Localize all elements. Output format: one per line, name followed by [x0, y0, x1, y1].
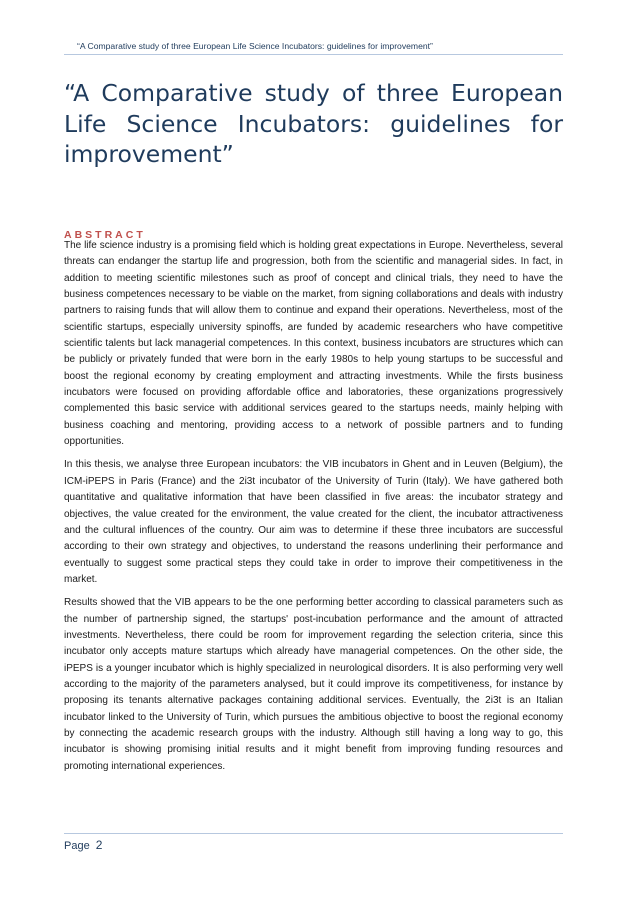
- footer-divider: [64, 833, 563, 834]
- page-label: Page: [64, 840, 90, 852]
- abstract-heading: ABSTRACT: [64, 229, 146, 241]
- abstract-paragraph-2: In this thesis, we analyse three European incubators: the VIB incubators in Ghent and in Leuven (Belgium), the ICM-iPEPS in Paris (France) and the 2i3t incubator of the University of Turin (Italy). We have gathered both quantitative and qualitative information that have been classified in five areas: the incubator strategy and objectives, the value created for the environment, the value created for the client, the incubator attractiveness and the cultural influences of the country. Our aim was to determine if these three incubators are successful according to their own strategy and objectives, to understand the reasons underlining their performance and eventually to suggest some practical steps they could take in order to improve their competitiveness in the market.: [64, 459, 563, 585]
- running-header: “A Comparative study of three European Life Science Incubators: guidelines for improvement”: [77, 41, 433, 51]
- document-title: “A Comparative study of three European Life Science Incubators: guidelines for improvement”: [64, 79, 563, 168]
- page-number: 2: [95, 838, 103, 852]
- abstract-body: [64, 238, 563, 782]
- abstract-paragraph-1: The life science industry is a promising field which is holding great expectations in Europe. Nevertheless, several threats can endanger the startup life and progression, both from the scientific and managerial sides. In fact, in addition to meeting scientific milestones such as proof of concept and clinical trials, they need to have the business competences necessary to be viable on the market, from signing collaborations and deals with industry partners to raising funds that will allow them to continue and expand their operations. Nevertheless, most of the scientific startups, especially university spinoffs, are funded by academic researchers who have competitive scientific talents but lack managerial competences. In this context, business incubators are structures which can be publicly or privately funded that were born in the early 1980s to help young startups to be successful and boost the regional economy by creating employment and attracting investments. While the firsts business incubators were focused on providing affordable office and laboratories, these organizations progressively complemented this basic service with additional services geared to the startups needs, mainly helping with business coaching and mentoring, providing access to a network of possible partners and to funding opportunities.: [64, 240, 563, 448]
- header-divider: [64, 54, 563, 55]
- page-footer: [64, 838, 102, 852]
- abstract-paragraph-3: Results showed that the VIB appears to be the one performing better according to classical parameters such as the number of partnership signed, the startups' post-incubation performance and the amount of attracted investments. Nevertheless, there could be room for improvement regarding the selection criteria, since this incubator only accepts mature startups which already have managerial competences. On the other side, the iPEPS is a younger incubator which is highly specialized in neurological disorders. It is also performing very well according to the majority of the parameters analysed, but it could improve its competitiveness, for instance by proposing its tenants alternative packages containing additional services. Eventually, the 2i3t is an Italian incubator linked to the University of Turin, which pursues the ambitious objective to boost the regional economy by connecting the academic research groups with the industry. Although still having a long way to go, this incubator is showing promising initial results and it might benefit from improving funding resources and promoting international experiences.: [64, 597, 563, 772]
